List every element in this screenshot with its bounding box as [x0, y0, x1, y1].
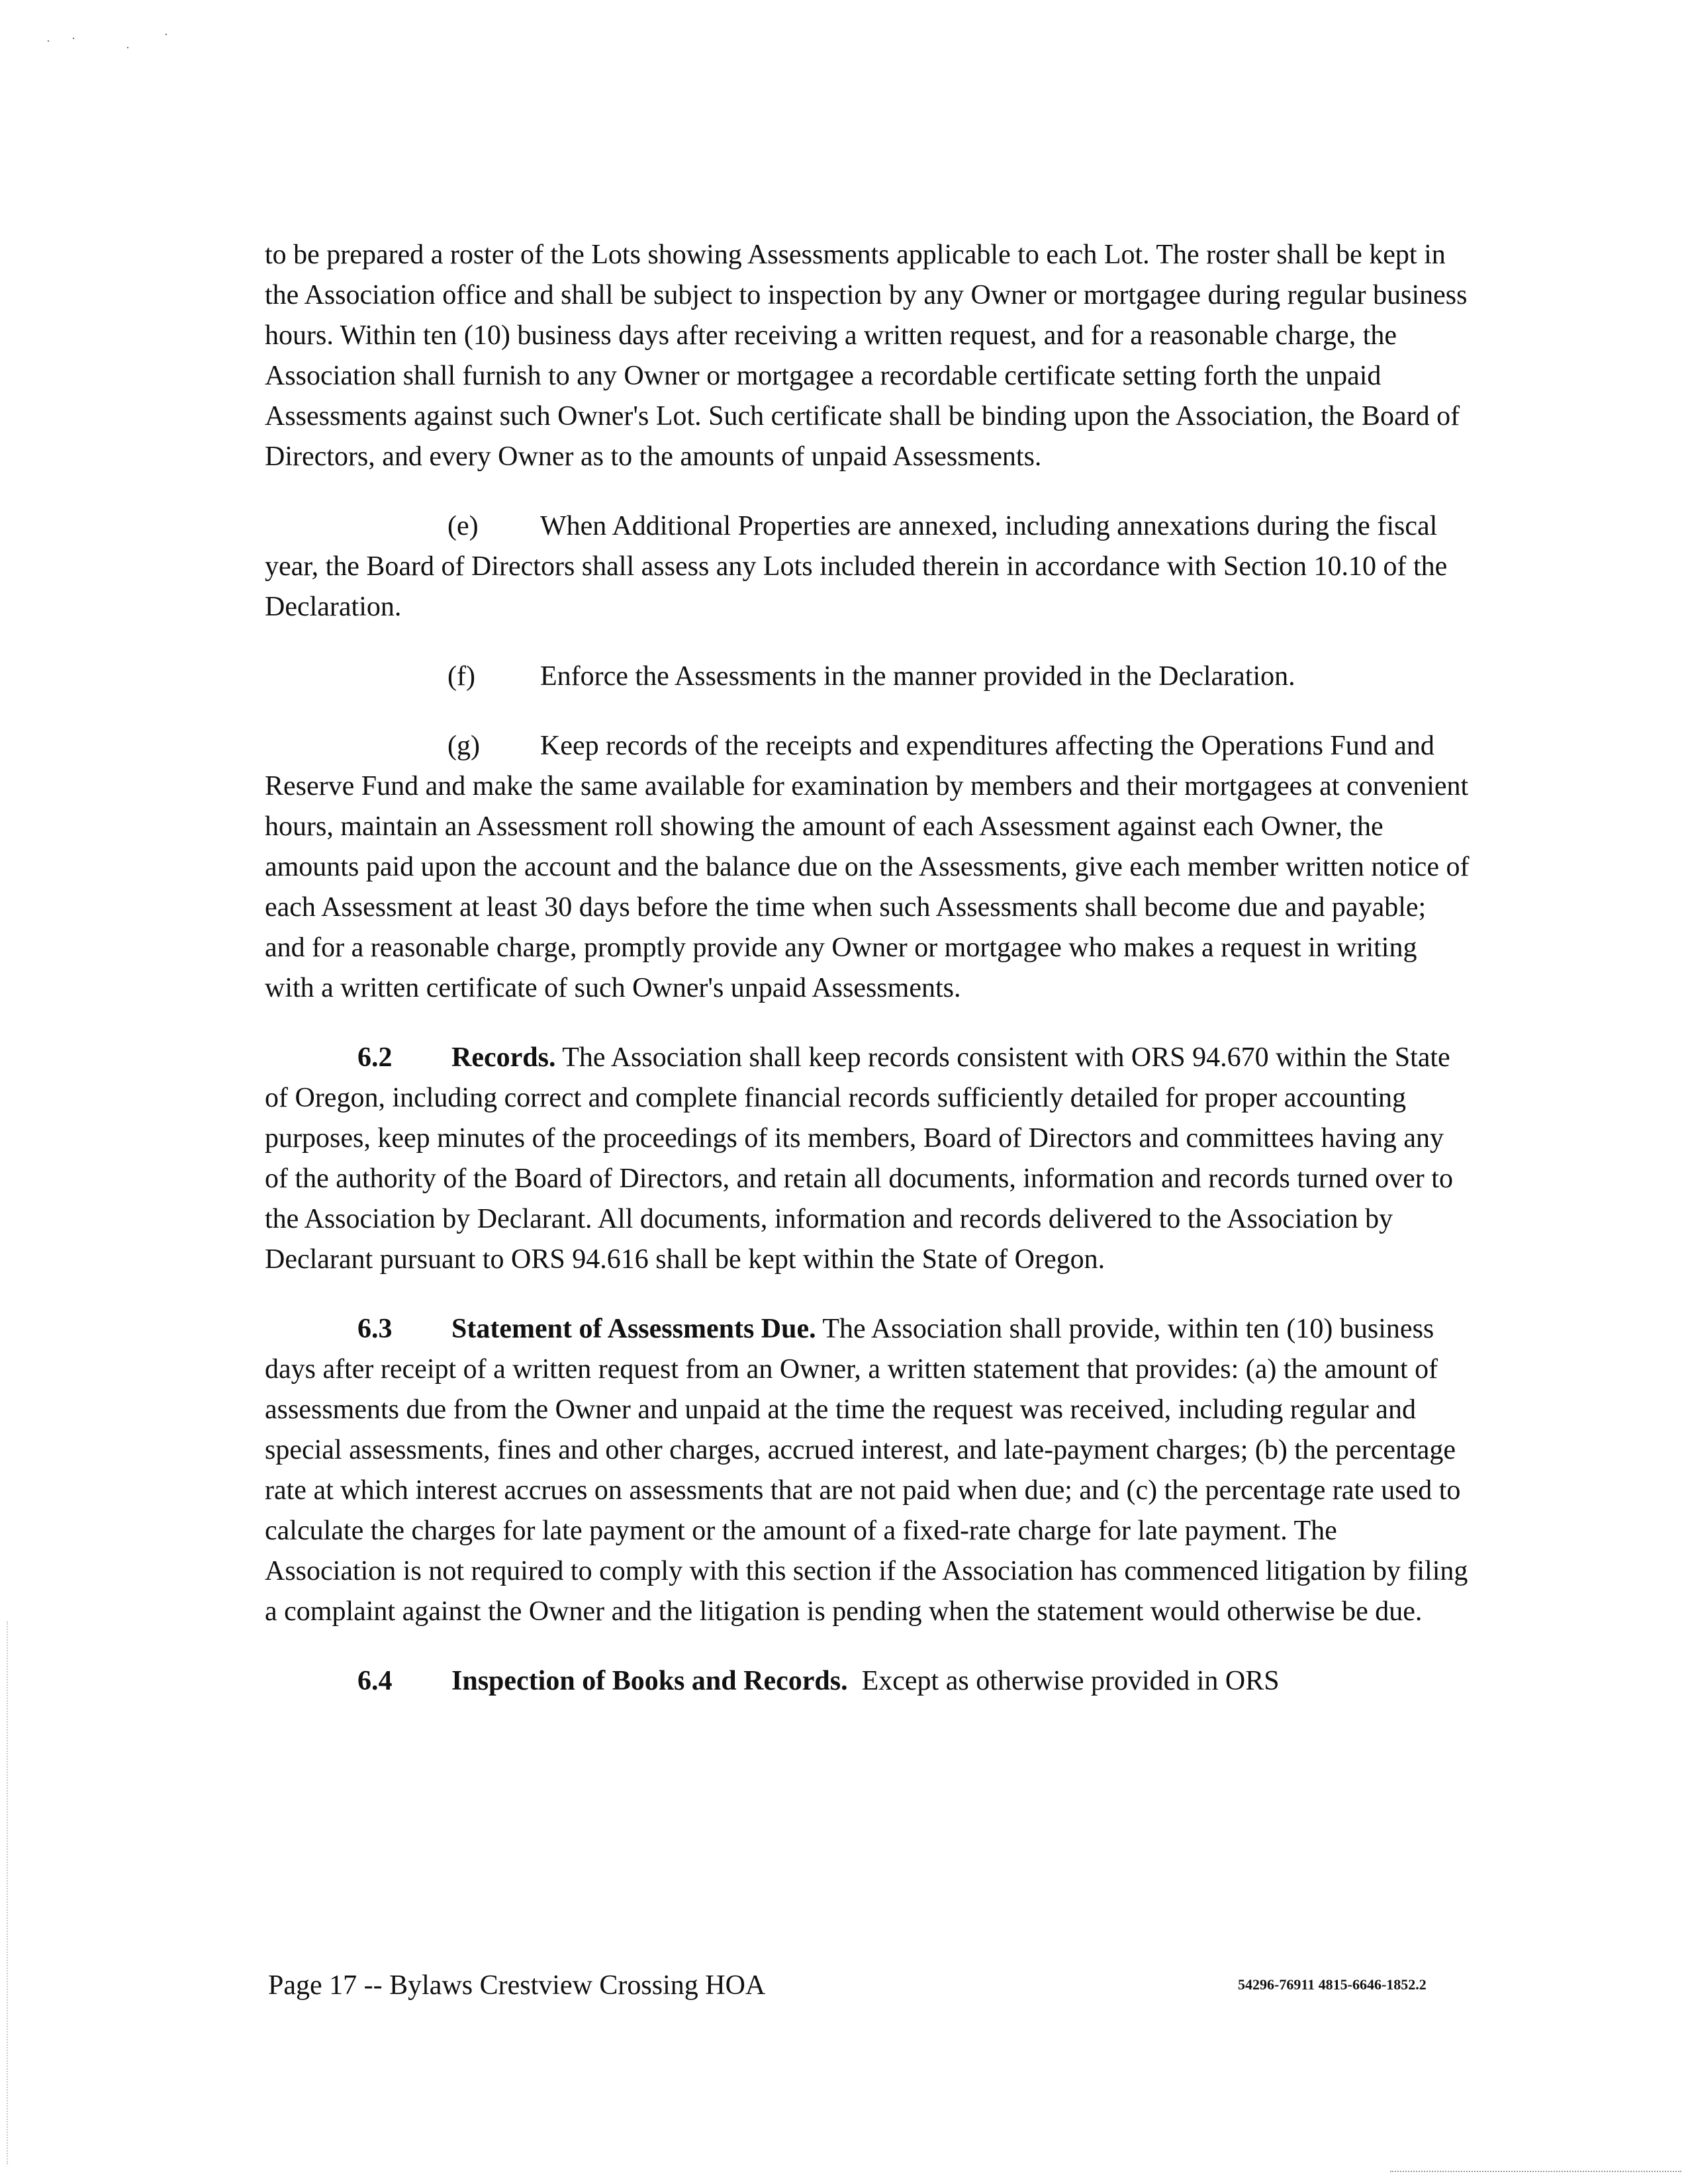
section-6-3-text: The Association shall provide, within ten (10) business days after receipt of a written request from an Owner, a written statement that provides: (a) the amount of assessments due from the Owner and unpaid at the time the request was received, including regular and special assessments, fines and other charges, accrued interest, and late-payment charges; (b) the percentage rate at which interest accrues on assessments that are not paid when due; and (c) the percentage rate used to calculate the charges for late payment or the amount of a fixed-rate charge for late payment. The Association is not required to comply with this section if the Association has commenced litigation by filing a complaint against the Owner and the litigation is pending when the statement would otherwise be due.: [265, 1314, 1468, 1627]
item-g: [265, 726, 1470, 1009]
scan-artifact: ·: [71, 32, 75, 45]
document-id: 54296-76911 4815-6646-1852.2: [1238, 1976, 1427, 1993]
section-6-4-number: 6.4: [357, 1666, 393, 1696]
item-f-text: Enforce the Assessments in the manner provided in the Declaration.: [540, 661, 1295, 692]
section-6-4-text: Except as otherwise provided in ORS: [861, 1666, 1280, 1696]
section-6-4-title: Inspection of Books and Records.: [451, 1666, 848, 1696]
paragraph-continuation: to be prepared a roster of the Lots showing Assessments applicable to each Lot. The roster shall be kept in the Association office and shall be subject to inspection by any Owner or mortgagee during regular business hours. Within ten (10) business days after receiving a written request, and for a reasonable charge, the Association shall furnish to any Owner or mortgagee a recordable certificate setting forth the unpaid Assessments against such Owner's Lot. Such certificate shall be binding upon the Association, the Board of Directors, and every Owner as to the amounts of unpaid Assessments.: [265, 240, 1468, 472]
scan-artifact: ·: [46, 34, 50, 48]
section-6-2: [265, 1038, 1470, 1280]
section-6-3: [265, 1309, 1470, 1632]
page-footer-label: Page 17 -- Bylaws Crestview Crossing HOA: [268, 1970, 766, 2001]
item-e-text: When Additional Properties are annexed, including annexations during the fiscal year, the Board of Directors shall assess any Lots included therein in accordance with Section 10.10 of the Declaration.: [265, 511, 1448, 622]
item-f: [265, 657, 1470, 697]
section-6-2-text: The Association shall keep records consistent with ORS 94.670 within the State of Oregon, including correct and complete financial records sufficiently detailed for proper accounting purposes, keep minutes of the proceedings of its members, Board of Directors and committees having any of the authority of the Board of Directors, and retain all documents, information and records turned over to the Association by Declarant. All documents, information and records delivered to the Association by Declarant pursuant to ORS 94.616 shall be kept within the State of Oregon.: [265, 1042, 1453, 1275]
scan-artifact: ·: [164, 28, 168, 41]
document-body: [265, 235, 1470, 1731]
item-g-text: Keep records of the receipts and expenditures affecting the Operations Fund and Reserve Fund and make the same available for examination by members and their mortgagees at convenient hours, maintain an Assessment roll showing the amount of each Assessment against each Owner, the amounts paid upon the account and the balance due on the Assessments, give each member written notice of each Assessment at least 30 days before the time when such Assessments shall become due and payable; and for a reasonable charge, promptly provide any Owner or mortgagee who makes a request in writing with a written certificate of such Owner's unpaid Assessments.: [265, 731, 1470, 1003]
section-6-3-number: 6.3: [357, 1314, 393, 1344]
item-e-label: (e): [447, 511, 479, 541]
section-6-2-title: Records.: [451, 1042, 556, 1073]
scan-bottom-artifact: [1390, 2171, 1681, 2172]
scan-edge-artifact: [7, 1621, 9, 2164]
section-6-4: [265, 1661, 1470, 1702]
section-6-3-title: Statement of Assessments Due.: [451, 1314, 816, 1344]
item-f-label: (f): [447, 661, 475, 692]
scan-artifact: ·: [126, 41, 130, 54]
section-6-2-number: 6.2: [357, 1042, 393, 1073]
item-g-label: (g): [447, 731, 480, 761]
item-e: [265, 506, 1470, 627]
